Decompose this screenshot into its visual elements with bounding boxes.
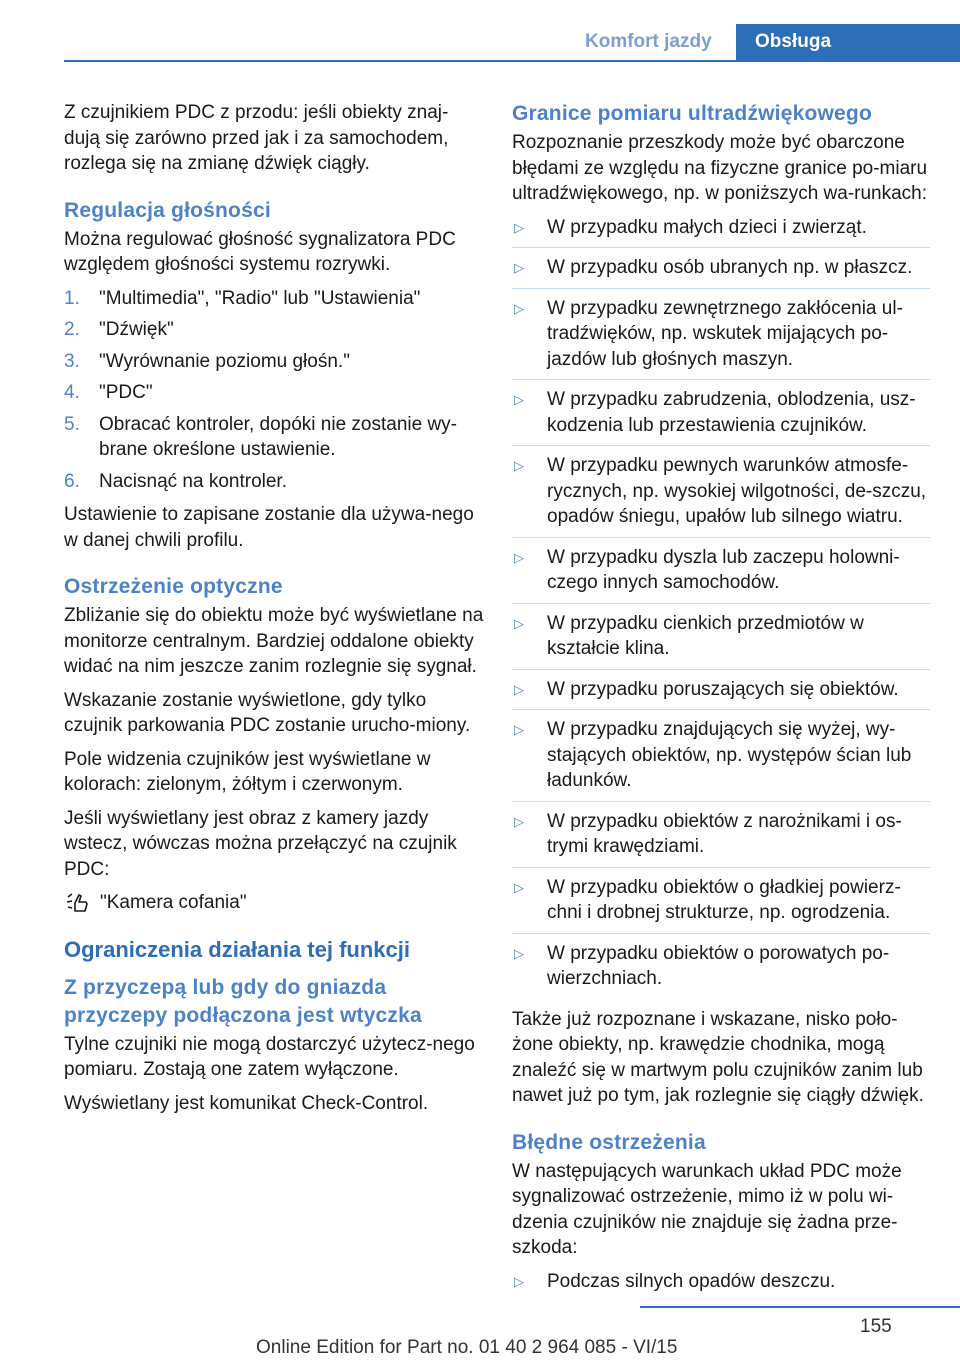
list-item — [512, 215, 930, 249]
section-title: Komfort jazdy — [585, 31, 712, 52]
list-item-text: W przypadku poruszających się obiektów. — [547, 678, 899, 700]
list-item-text: W przypadku dyszla lub zaczepu holowni‐czego innych samochodów. — [547, 546, 900, 593]
list-item-text: Podczas silnych opadów deszczu. — [547, 1270, 836, 1292]
volume-after-text: Ustawienie to zapisane zostanie dla używa‐nego w danej chwili profilu. — [64, 504, 474, 551]
triangle-bullet-icon: ▷ — [514, 681, 524, 697]
ultrasonic-after-text: Także już rozpoznane i wskazane, nisko poło‐żone obiekty, np. krawędzie chodnika, mogą znaleźć się w martwym polu czujników zanim lub nawet już po tym, jak rozlegnie się ciągły dźwięk. — [512, 1008, 924, 1106]
step-item — [64, 317, 484, 343]
triangle-bullet-icon: ▷ — [514, 549, 524, 565]
list-item — [512, 809, 930, 868]
step-number: 2. — [64, 319, 80, 340]
step-text: Obracać kontroler, dopóki nie zostanie wy‐brane określone ustawienie. — [99, 413, 458, 460]
chapter-tab: Obsługa — [736, 24, 960, 60]
header-rule — [64, 60, 960, 62]
page-number: 155 — [860, 1316, 892, 1337]
triangle-bullet-icon: ▷ — [514, 392, 524, 407]
list-item — [512, 1269, 930, 1302]
step-number: 6. — [64, 470, 80, 492]
list-item-text: W przypadku obiektów o porowatych po‐wierzchniach. — [547, 942, 890, 989]
triangle-bullet-icon: ▷ — [514, 458, 524, 473]
volume-text: Można regulować głośność sygnalizatora PDC względem głośności systemu rozrywki. — [64, 228, 456, 275]
triangle-bullet-icon: ▷ — [514, 813, 524, 829]
triangle-bullet-icon: ▷ — [514, 945, 524, 961]
list-item-text: W przypadku cienkich przedmiotów w kształcie klina. — [547, 612, 864, 659]
optical-p1: Zbliżanie się do obiektu może być wyświetlane na monitorze centralnym. Bardziej oddalone obiekty widać na nim jeszcze zanim rozlegnie się sygnał. — [64, 605, 484, 677]
step-text: Nacisnąć na kontroler. — [99, 470, 287, 492]
footer-rule — [640, 1306, 960, 1308]
list-item-text: W przypadku znajdujących się wyżej, wy‐stających obiektów, np. występów ścian lub ładunków. — [547, 719, 912, 791]
list-item — [512, 875, 930, 934]
camera-option — [64, 890, 484, 916]
step-number: 3. — [64, 350, 80, 372]
list-item — [512, 296, 930, 381]
step-text: "Wyrównanie poziomu głośn." — [99, 350, 350, 372]
optical-p3: Pole widzenia czujników jest wyświetlane w kolorach: zielonym, żółtym i czerwonym. — [64, 748, 431, 795]
false-alarm-text: W następujących warunkach układ PDC może sygnalizować ostrzeżenie, mimo iż w polu wi‐dzenia czujników nie znajduje się żadna prze‐szkoda: — [512, 1160, 902, 1258]
list-item — [512, 677, 930, 711]
list-item — [512, 717, 930, 802]
volume-steps — [64, 286, 484, 495]
list-item — [512, 941, 930, 999]
list-item-text: W przypadku obiektów o gładkiej powierz‐chni i drobnej strukturze, np. ogrodzenia. — [547, 876, 901, 923]
list-item — [512, 545, 930, 604]
edition-line: Online Edition for Part no. 01 40 2 964 085 - VI/15 — [256, 1337, 678, 1358]
intro-paragraph: Z czujnikiem PDC z przodu: jeśli obiekty znaj‐dują się zarówno przed jak i za samochodem, rozlega się na zmianę dźwięk ciągły. — [64, 102, 449, 174]
list-item-text: W przypadku osób ubranych np. w płaszcz. — [547, 257, 913, 278]
list-item — [512, 387, 930, 446]
step-item — [64, 286, 484, 312]
parking-sensor-camera-icon — [64, 891, 92, 915]
optical-heading: Ostrzeżenie optyczne — [64, 575, 283, 598]
right-column — [512, 100, 930, 1309]
ultrasonic-list — [512, 215, 930, 999]
list-item — [512, 611, 930, 670]
optical-p4: Jeśli wyświetlany jest obraz z kamery jazdy wstecz, wówczas można przełączyć na czujnik PDC: — [64, 807, 457, 880]
false-alarm-list — [512, 1269, 930, 1302]
step-item — [64, 349, 484, 375]
list-item-text: W przypadku obiektów z narożnikami i os‐trymi krawędziami. — [547, 810, 902, 857]
limits-heading: Ograniczenia działania tej funkcji — [64, 936, 410, 962]
triangle-bullet-icon: ▷ — [514, 260, 524, 275]
step-text: "PDC" — [99, 382, 153, 403]
trailer-heading: Z przyczepą lub gdy do gniazda przyczepy podłączona jest wtyczka — [64, 975, 422, 1027]
ultrasonic-text: Rozpoznanie przeszkody może być obarczone błędami ze względu na fizyczne granice po‐miaru ultradźwiękowego, np. w poniższych wa‐runkach: — [512, 132, 928, 204]
list-item-text: W przypadku zabrudzenia, oblodzenia, usz‐kodzenia lub przestawienia czujników. — [547, 389, 916, 436]
page-header — [0, 0, 960, 64]
triangle-bullet-icon: ▷ — [514, 879, 524, 895]
step-number: 4. — [64, 382, 80, 403]
triangle-bullet-icon: ▷ — [514, 300, 524, 316]
camera-label: "Kamera cofania" — [100, 892, 247, 913]
list-item-text: W przypadku pewnych warunków atmosfe‐rycznych, np. wysokiej wilgotności, de‐szczu, opadów śniegu, upałów lub silnego wiatru. — [547, 455, 927, 527]
step-item — [64, 412, 484, 463]
triangle-bullet-icon: ▷ — [514, 219, 524, 235]
ultrasonic-heading: Granice pomiaru ultradźwiękowego — [512, 102, 872, 125]
step-text: "Multimedia", "Radio" lub "Ustawienia" — [99, 287, 421, 309]
trailer-p2: Wyświetlany jest komunikat Check-Control. — [64, 1092, 429, 1114]
step-number: 5. — [64, 413, 80, 435]
left-column — [64, 100, 484, 1124]
list-item-text: W przypadku małych dzieci i zwierząt. — [547, 216, 867, 238]
step-item — [64, 469, 484, 495]
triangle-bullet-icon: ▷ — [514, 722, 524, 737]
step-item — [64, 380, 484, 406]
list-item — [512, 255, 930, 289]
trailer-p1: Tylne czujniki nie mogą dostarczyć użytecz‐nego pomiaru. Zostają one zatem wyłączone. — [64, 1033, 475, 1080]
volume-heading: Regulacja głośności — [64, 198, 271, 222]
list-item-text: W przypadku zewnętrznego zakłócenia ul‐tradźwięków, np. wskutek mijających po‐jazdów lub głośnych maszyn. — [547, 297, 903, 370]
triangle-bullet-icon: ▷ — [514, 615, 524, 631]
false-alarm-heading: Błędne ostrzeżenia — [512, 1130, 706, 1154]
triangle-bullet-icon: ▷ — [514, 1273, 524, 1289]
step-text: "Dźwięk" — [99, 319, 174, 340]
optical-p2: Wskazanie zostanie wyświetlone, gdy tylko czujnik parkowania PDC zostanie urucho‐miony. — [64, 689, 471, 736]
step-number: 1. — [64, 287, 80, 309]
list-item — [512, 453, 930, 538]
